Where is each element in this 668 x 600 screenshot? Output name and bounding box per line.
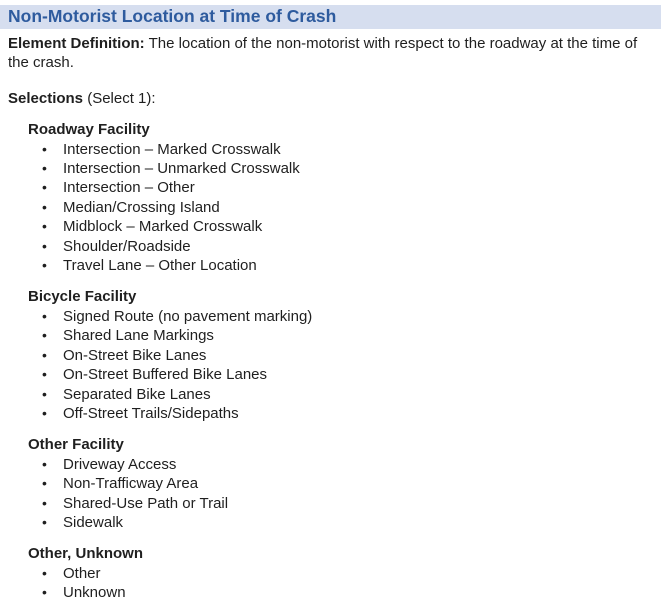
group-item-list	[0, 140, 668, 276]
item-label: Signed Route (no pavement marking)	[63, 307, 313, 325]
bullet-icon: •	[42, 140, 47, 157]
item-label: Driveway Access	[63, 455, 177, 473]
list-item	[0, 494, 668, 513]
item-label: Other	[63, 564, 101, 582]
list-item	[0, 326, 668, 345]
group-item-list	[0, 564, 668, 600]
group-heading: Other Facility	[28, 436, 124, 454]
group-heading: Bicycle Facility	[28, 288, 137, 306]
list-item	[0, 455, 668, 474]
list-item	[0, 159, 668, 178]
selection-groups	[0, 120, 668, 600]
list-item	[0, 346, 668, 365]
item-label: Shared Lane Markings	[63, 327, 214, 345]
list-item	[0, 365, 668, 384]
page-title: Non-Motorist Location at Time of Crash	[0, 5, 661, 29]
bullet-icon: •	[42, 494, 47, 511]
item-label: Off-Street Trails/Sidepaths	[63, 404, 239, 422]
item-label: Shoulder/Roadside	[63, 237, 191, 255]
item-label: On-Street Buffered Bike Lanes	[63, 366, 268, 384]
group-item-list	[0, 307, 668, 423]
selections-label: Selections	[8, 89, 84, 107]
item-label: Median/Crossing Island	[63, 198, 220, 216]
bullet-icon: •	[42, 564, 47, 581]
item-label: Separated Bike Lanes	[63, 385, 211, 403]
item-label: On-Street Bike Lanes	[63, 346, 207, 364]
list-item	[0, 237, 668, 256]
element-definition-text: The location of the non-motorist with respect to the roadway at the time of the crash.	[8, 35, 638, 72]
group-item-list	[0, 455, 668, 533]
list-item	[0, 404, 668, 423]
list-item	[0, 513, 668, 532]
bullet-icon: •	[42, 218, 47, 235]
bullet-icon: •	[42, 584, 47, 600]
bullet-icon: •	[42, 404, 47, 421]
selection-group	[0, 544, 668, 600]
bullet-icon: •	[42, 346, 47, 363]
list-item	[0, 307, 668, 326]
list-item	[0, 583, 668, 600]
item-label: Sidewalk	[63, 513, 124, 531]
list-item	[0, 474, 668, 493]
item-label: Travel Lane – Other Location	[63, 257, 257, 275]
item-label: Shared-Use Path or Trail	[63, 494, 229, 512]
selection-group	[0, 287, 668, 423]
item-label: Intersection – Marked Crosswalk	[63, 140, 281, 158]
bullet-icon: •	[42, 307, 47, 324]
bullet-icon: •	[42, 475, 47, 492]
item-label: Midblock – Marked Crosswalk	[63, 218, 263, 236]
element-definition-label: Element Definition:	[8, 35, 145, 52]
bullet-icon: •	[42, 179, 47, 196]
item-label: Non-Trafficway Area	[63, 475, 199, 493]
item-label: Unknown	[63, 584, 126, 600]
bullet-icon: •	[42, 160, 47, 177]
group-heading: Other, Unknown	[28, 545, 144, 563]
list-item	[0, 564, 668, 583]
list-item	[0, 178, 668, 197]
element-definition	[8, 34, 654, 73]
bullet-icon: •	[42, 327, 47, 344]
bullet-icon: •	[42, 257, 47, 274]
list-item	[0, 140, 668, 159]
selections-line	[8, 89, 654, 108]
list-item	[0, 256, 668, 275]
group-heading: Roadway Facility	[28, 121, 150, 139]
selections-suffix: (Select 1):	[83, 89, 156, 107]
bullet-icon: •	[42, 237, 47, 254]
bullet-icon: •	[42, 513, 47, 530]
item-label: Intersection – Unmarked Crosswalk	[63, 160, 300, 178]
list-item	[0, 198, 668, 217]
bullet-icon: •	[42, 366, 47, 383]
item-label: Intersection – Other	[63, 179, 195, 197]
list-item	[0, 217, 668, 236]
bullet-icon: •	[42, 385, 47, 402]
selection-group	[0, 120, 668, 275]
list-item	[0, 385, 668, 404]
bullet-icon: •	[42, 198, 47, 215]
selection-group	[0, 435, 668, 532]
bullet-icon: •	[42, 455, 47, 472]
